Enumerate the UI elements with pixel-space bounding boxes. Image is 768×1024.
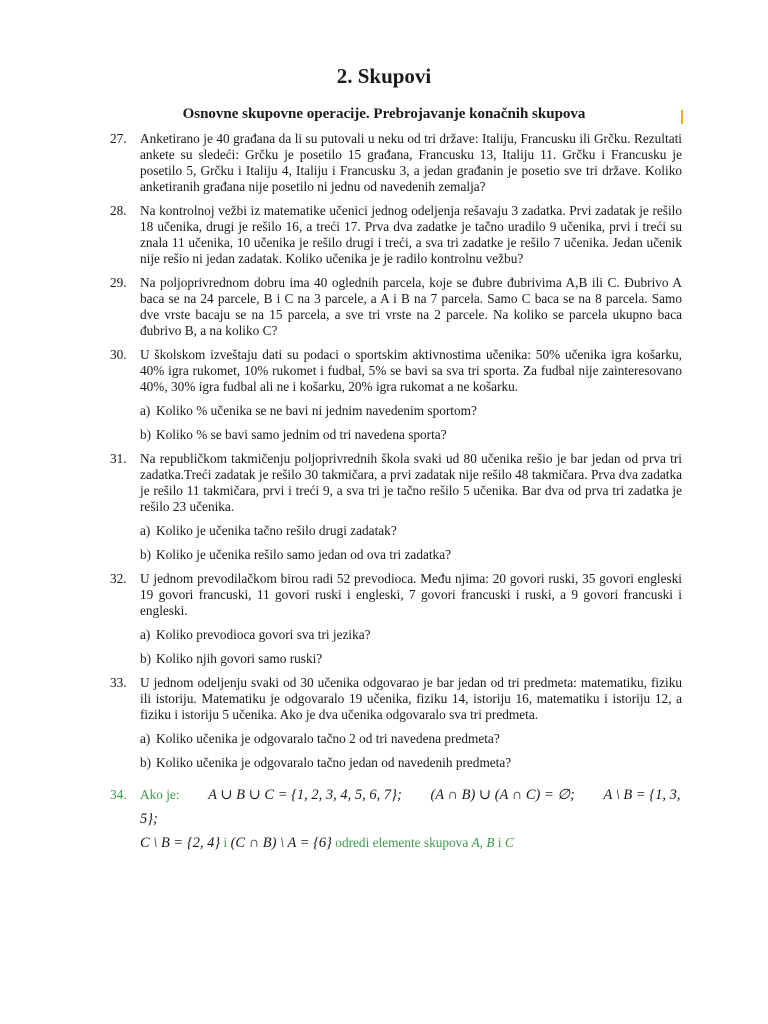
problem-32 [110, 571, 682, 667]
problem-text: U školskom izveštaju dati su podaci o sportskim aktivnostima učenika: 50% učenika igra košarku, 40% igra rukomet, 10% rukomet i fudbal, 5% se bavi sa sva tri sporta. Za fudbal nije zainteresovano 40%, 30% igra fudbal ali ne i košarku, 20% igra rukomat a ne košarku. [140, 347, 682, 394]
subquestion-label: b) [140, 651, 152, 666]
problem-29 [110, 275, 682, 339]
subquestion-text: Koliko učenika je odgovaralo tačno 2 od tri navedena predmeta? [156, 731, 500, 746]
problem-number: 27. [110, 131, 127, 146]
subquestion-text: Koliko njih govori samo ruski? [156, 651, 323, 666]
problem-34-intro: Ako je: [140, 787, 180, 802]
equation-union: A ∪ B ∪ C = {1, 2, 3, 4, 5, 6, 7}; [208, 787, 402, 803]
subquestion-label: a) [140, 627, 151, 642]
subquestion-b [140, 651, 682, 667]
subquestion-label: a) [140, 731, 151, 746]
problem-30 [110, 347, 682, 443]
problem-31 [110, 451, 682, 563]
subquestion-a [140, 731, 682, 747]
problem-text: U jednom prevodilačkom birou radi 52 prevodioca. Među njima: 20 govori ruski, 35 govori engleski 19 govori francuski, 11 govori ruski i engleski, 7 govori francuski i ruski, a 9 govori francuski i engleski. [140, 571, 682, 618]
problem-number: 30. [110, 347, 127, 362]
equation-a-minus-b: A \ B = {1, 3, 5}; [140, 787, 681, 827]
problem-33 [110, 675, 682, 771]
chapter-title: 2. Skupovi [336, 64, 432, 88]
problem-34 [110, 783, 682, 855]
subquestion-text: Koliko % učenika se ne bavi ni jednim navedenim sportom? [156, 403, 477, 418]
subquestion-label: b) [140, 427, 152, 442]
conjunction: i [223, 835, 228, 850]
subquestion-text: Koliko je učenika tačno rešilo drugi zadatak? [156, 523, 397, 538]
equation-c-cap-b-minus-a: (C ∩ B) \ A = {6} [230, 835, 332, 851]
problem-text: Na poljoprivrednom dobru ima 40 oglednih parcela, koje se đubre đubrivima A,B ili C. Đubrivo A baca se na 24 parcele, B i C na 3 parcele, a A i B na 7 parcela. Samo C baca se na 8 parcela. Samo dve vrste bacaju se na 15 parcela, a sve tri vrste na 2 parcele. Na koliko se parcela ukupno baca đubrivo B, a na koliko C? [140, 275, 682, 338]
subquestion-label: b) [140, 547, 152, 562]
subquestion-label: a) [140, 523, 151, 538]
subquestion-a [140, 523, 682, 539]
problem-number: 32. [110, 571, 127, 586]
conjunction-2: i [497, 835, 502, 850]
subquestion-text: Koliko prevodioca govori sva tri jezika? [156, 627, 371, 642]
problem-list [110, 131, 682, 855]
problem-number: 33. [110, 675, 127, 690]
problem-34-line-1 [140, 783, 682, 831]
problem-34-outro: odredi elemente skupova [335, 835, 469, 850]
problem-28 [110, 203, 682, 267]
subquestion-b [140, 547, 682, 563]
problem-number: 28. [110, 203, 127, 218]
subquestion-b [140, 755, 682, 771]
subquestion-text: Koliko % se bavi samo jednim od tri navedena sporta? [156, 427, 447, 442]
subquestion-text: Koliko učenika je odgovaralo tačno jedan od navedenih predmeta? [156, 755, 512, 770]
problem-number: 29. [110, 275, 127, 290]
section-title: Osnovne skupovne operacije. Prebrojavanje konačnih skupova [182, 106, 586, 122]
subquestion-a [140, 627, 682, 643]
problem-34-line-2 [140, 831, 682, 855]
set-names: A, B [471, 835, 495, 850]
problem-text: Anketirano je 40 građana da li su putovali u neku od tri države: Italiju, Francusku ili Grčku. Rezultati ankete su sledeći: Grčku je posetilo 15 građana, Francusku 13, Italiju 11. Grčku i Francusku je posetilo 5, Grčku i Italiju 4, Italiju i Francusku 3, a jedan građanin je posetio sve tri države. Koliko anketiranih građana nije posetilo ni jednu od navedenih zemalja? [140, 131, 682, 194]
problem-number: 31. [110, 451, 127, 466]
problem-text: Na kontrolnoj vežbi iz matematike učenici jednog odeljenja rešavaju 3 zadatka. Prvi zadatak je rešilo 18 učenika, drugi je rešilo 16, a treći 17. Prva dva zadatke je tačno uradilo 9 učenika, prvi i treći su znala 11 učenika, 10 učenika je rešilo drugi i treći, a sva tri zadatke je rešilo 7 učenika. Jedan učenik nije rešio ni jedan zadatak. Koliko učenika je je radilo kontrolnu vežbu? [140, 203, 682, 266]
subquestion-label: a) [140, 403, 151, 418]
problem-text: Na republičkom takmičenju poljoprivrednih škola svaki ud 80 učenika rešio je bar jedan od prva tri zadatka.Treći zadatak je rešilo 30 takmičara, a prvi zadatak nije rešilo 48 takmičara. Prva dva zadatka je rešilo 11 takmičara, prvi i treći 9, a sva tri je tačno rešilo 5 učenika. Bar dva od prva tri zadatka je rešilo 23 učenika. [140, 451, 682, 514]
subquestion-text: Koliko je učenika rešilo samo jedan od ova tri zadatka? [156, 547, 452, 562]
last-set-name: C [504, 835, 514, 850]
subquestion-label: b) [140, 755, 152, 770]
problem-number: 34. [110, 787, 127, 802]
problem-text: U jednom odeljenju svaki od 30 učenika odgovarao je bar jedan od tri predmeta: matematiku, fiziku ili istoriju. Matematiku je odgovaralo 19 učenika, fiziku 14, istoriju 16, matematiku i istoriju 12, a fiziku i istoriju 5 učenika. Ako je dva učenika odgovaralo sva tri predmeta. [140, 675, 682, 722]
subquestion-a [140, 403, 682, 419]
subquestion-b [140, 427, 682, 443]
text-cursor-marker [681, 110, 683, 124]
problem-27 [110, 131, 682, 195]
equation-c-minus-b: C \ B = {2, 4} [140, 835, 221, 851]
equation-intersections: (A ∩ B) ∪ (A ∩ C) = ∅; [430, 787, 575, 803]
